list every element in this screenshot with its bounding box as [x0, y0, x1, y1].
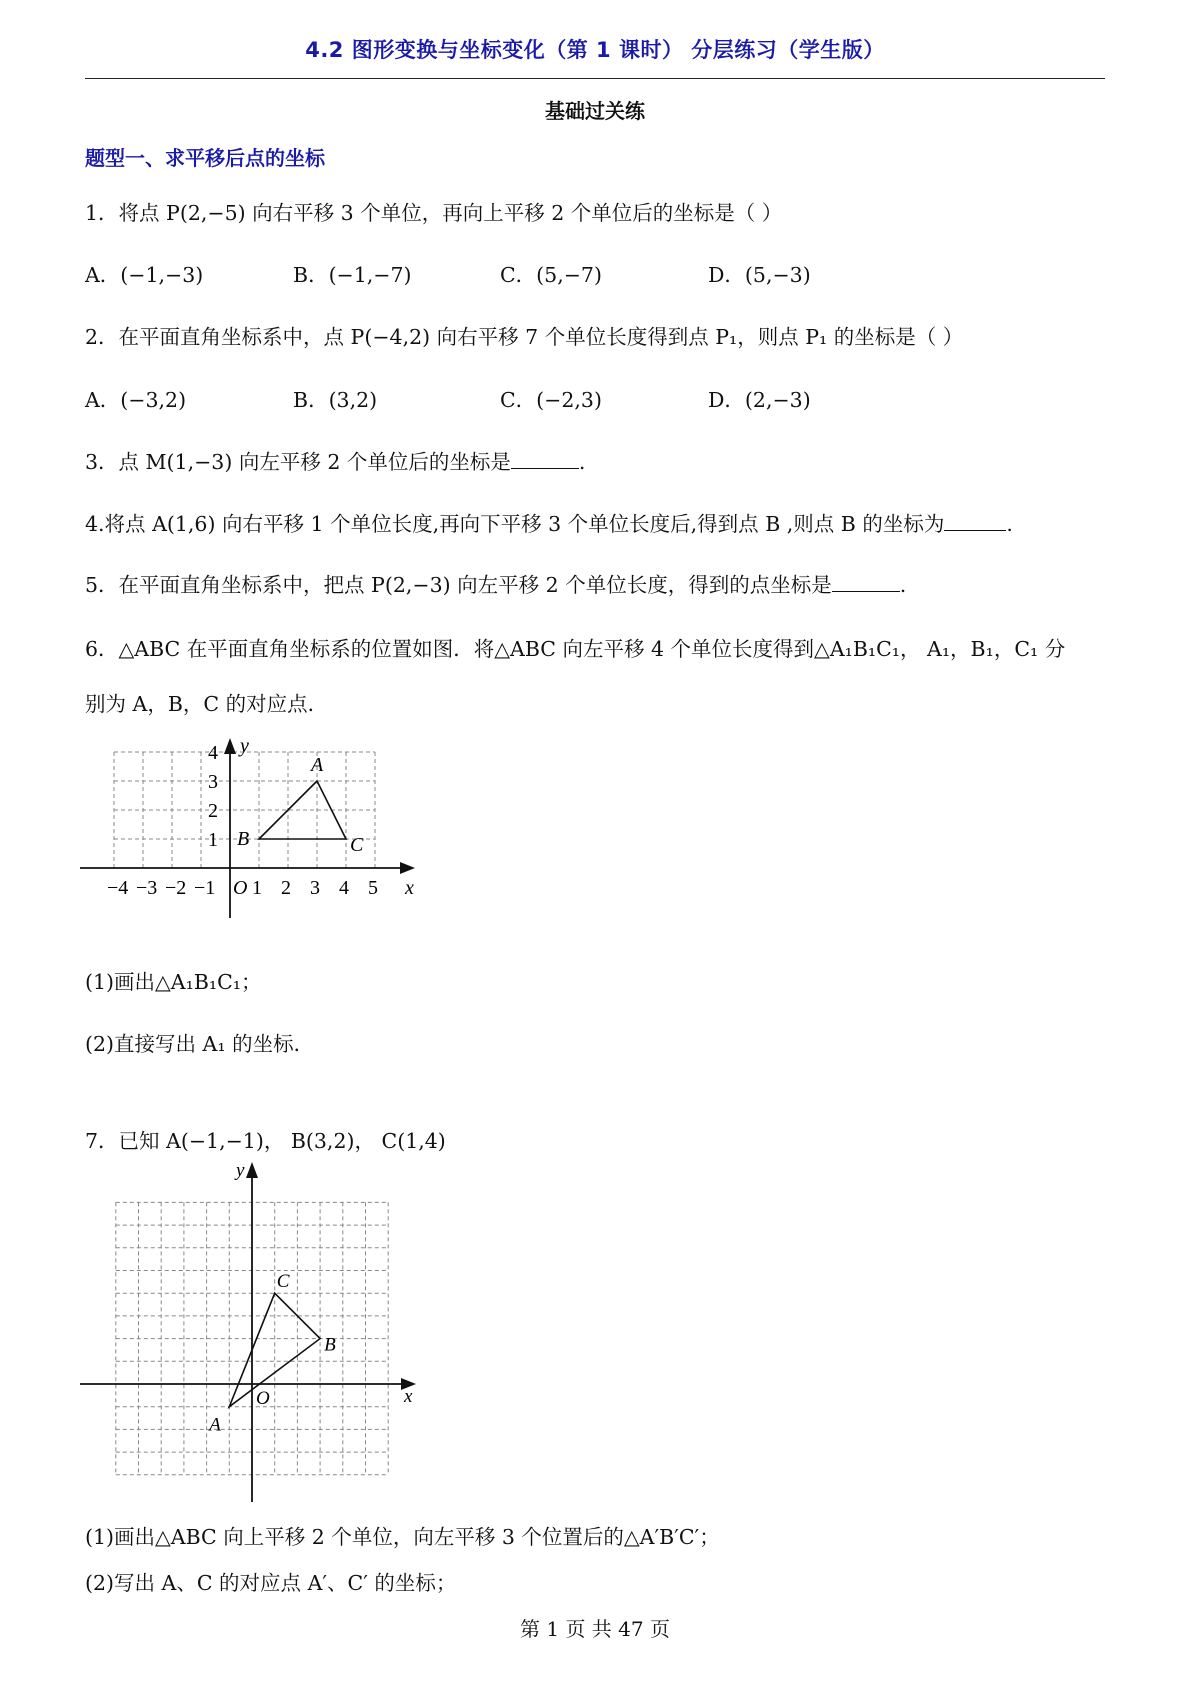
y-axis-label: y: [236, 1160, 245, 1181]
vertex-label-b: B: [324, 1334, 336, 1356]
question-2-stem: 2．在平面直角坐标系中，点 P(−4,2) 向右平移 7 个单位长度得到点 P₁，则点 P₁ 的坐标是（ ）: [85, 325, 964, 349]
vertex-labels: [207, 1271, 336, 1436]
question-7-part2: (2)写出 A、C 的对应点 A′、C′ 的坐标；: [85, 1571, 457, 1595]
x-tick-label: −1: [194, 877, 216, 899]
x-tick-label: −2: [165, 877, 187, 899]
q2-option-d[interactable]: D．(2,−3): [708, 388, 811, 412]
x-axis-arrow: [400, 862, 415, 874]
question-4-end: .: [1006, 512, 1013, 536]
y-axis-label: y: [240, 735, 249, 757]
question-3: [85, 445, 585, 475]
question-5-end: .: [899, 573, 907, 597]
x-tick-label: 3: [310, 877, 320, 899]
x-tick-label: 4: [339, 877, 349, 899]
question-6-stem-line1: 6．△ABC 在平面直角坐标系的位置如图．将△ABC 向左平移 4 个单位长度得到△A₁B₁C₁， A₁，B₁，C₁ 分: [85, 637, 1066, 661]
title-rule: [85, 78, 1105, 79]
x-axis-label: x: [405, 877, 414, 899]
question-4: [85, 507, 1013, 537]
q1-option-c[interactable]: C．(5,−7): [500, 263, 602, 287]
q2-option-c[interactable]: C．(−2,3): [500, 388, 602, 412]
q1-option-b[interactable]: B．(−1,−7): [293, 263, 412, 287]
y-axis-arrow: [246, 1162, 258, 1178]
question-1-stem: 1．将点 P(2,−5) 向右平移 3 个单位，再向上平移 2 个单位后的坐标是（ ）: [85, 201, 783, 225]
question-3-stem: 3．点 M(1,−3) 向左平移 2 个单位后的坐标是: [85, 450, 511, 474]
q2-option-b[interactable]: B．(3,2): [293, 388, 378, 412]
page-footer: 第 1 页 共 47 页: [520, 1617, 670, 1641]
question-7-stem: 7．已知 A(−1,−1)， B(3,2)， C(1,4): [85, 1129, 446, 1153]
vertex-label-c: C: [276, 1271, 290, 1293]
question-7-part1: (1)画出△ABC 向上平移 2 个单位，向左平移 3 个位置后的△A′B′C′；: [85, 1525, 720, 1549]
x-tick-label: −4: [107, 877, 129, 899]
x-axis-label: x: [404, 1386, 413, 1407]
q1-option-d[interactable]: D．(5,−3): [708, 263, 811, 287]
y-tick-label: 2: [208, 800, 218, 822]
answer-blank[interactable]: [511, 450, 579, 469]
question-5-stem: 5．在平面直角坐标系中，把点 P(2,−3) 向左平移 2 个单位长度，得到的点坐标是: [85, 573, 832, 597]
origin-label: O: [256, 1388, 270, 1409]
question-6-part1: (1)画出△A₁B₁C₁；: [85, 970, 262, 994]
x-tick-label: 5: [368, 877, 378, 899]
question-3-end: .: [578, 450, 586, 474]
vertex-label-c: C: [350, 834, 364, 856]
vertex-label-a: A: [209, 1414, 221, 1436]
grid: [114, 752, 375, 868]
question-6-part2: (2)直接写出 A₁ 的坐标．: [85, 1032, 315, 1056]
vertex-label-a: A: [311, 754, 324, 776]
y-tick-label: 1: [208, 829, 218, 851]
question-6-stem-line2: 别为 A，B，C 的对应点．: [85, 692, 329, 716]
question-6-graph: [80, 735, 420, 928]
q1-option-a[interactable]: A．(−1,−3): [85, 263, 204, 287]
tick-labels: [107, 735, 414, 899]
question-5: [85, 568, 906, 598]
origin-label: O: [233, 877, 248, 899]
question-7-graph: [80, 1162, 420, 1502]
vertex-labels: [237, 754, 364, 856]
x-tick-label: −3: [136, 877, 158, 899]
y-tick-label: 3: [208, 771, 218, 793]
vertex-label-b: B: [237, 828, 250, 850]
question-type-heading: 题型一、求平移后点的坐标: [85, 146, 325, 170]
q2-option-a[interactable]: A．(−3,2): [85, 388, 187, 412]
answer-blank[interactable]: [944, 512, 1006, 531]
axis-labels: [234, 1160, 413, 1409]
document-title: 4.2 图形变换与坐标变化（第 1 课时） 分层练习（学生版）: [305, 38, 885, 62]
y-axis-arrow: [224, 738, 236, 754]
x-tick-label: 2: [281, 877, 291, 899]
x-tick-label: 1: [252, 877, 262, 899]
question-4-stem: 4.将点 A(1,6) 向右平移 1 个单位长度,再向下平移 3 个单位长度后,得到点 B ,则点 B 的坐标为: [85, 512, 945, 536]
section-heading: 基础过关练: [545, 99, 645, 123]
y-tick-label: 4: [208, 742, 218, 764]
answer-blank[interactable]: [832, 573, 900, 592]
